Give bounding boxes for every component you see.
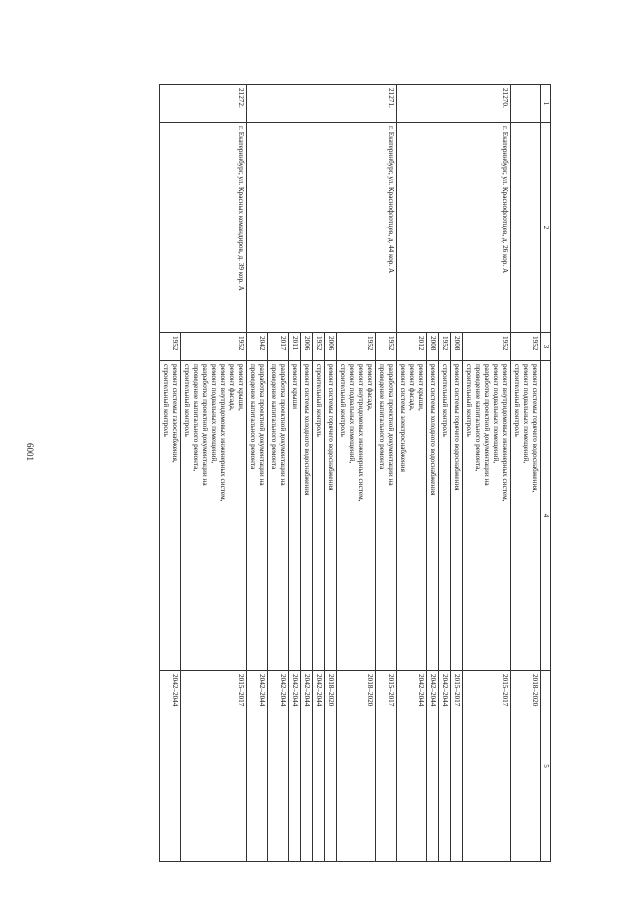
work-item: проведение капитального ремонта,	[474, 364, 482, 472]
year-cell: 1952	[181, 333, 247, 361]
work-item: ремонт крыши,	[237, 364, 245, 411]
row-number	[511, 85, 541, 123]
capital-repair-table	[159, 84, 551, 862]
page-number: 6001	[25, 443, 35, 461]
header-col-3: 3	[541, 333, 551, 361]
period-cell: 2018–2020	[511, 671, 541, 862]
period-cell: 2018–2020	[337, 671, 376, 862]
work-item: проведение капитального ремонта	[249, 364, 257, 470]
header-row	[541, 85, 551, 862]
works-cell	[463, 361, 511, 671]
year-cell: 1952	[439, 333, 451, 361]
work-item: ремонт подвальных помещений,	[522, 364, 530, 464]
period-cell: 2042–2044	[397, 671, 427, 862]
year-cell: 1952	[337, 333, 376, 361]
works-cell	[181, 361, 247, 671]
table-row	[463, 85, 511, 862]
work-item: ремонт системы горячего водоснабжения	[327, 364, 335, 491]
year-cell: 1952	[376, 333, 397, 361]
works-cell	[397, 361, 427, 671]
work-item: строительный контроль	[513, 364, 521, 437]
year-cell: 1952	[511, 333, 541, 361]
address-cell: г. Екатеринбург, ул. Красных командиров, д. 39 кор. А	[160, 123, 247, 333]
works-cell	[160, 361, 181, 671]
work-item: ремонт системы холодного водоснабжения	[303, 364, 311, 496]
year-cell: 1952	[313, 333, 325, 361]
works-cell	[325, 361, 337, 671]
works-cell	[313, 361, 325, 671]
period-cell: 2042–2044	[313, 671, 325, 862]
period-cell: 2015–2017	[181, 671, 247, 862]
work-item: ремонт подвальных помещений,	[492, 364, 500, 464]
works-cell	[511, 361, 541, 671]
works-cell	[301, 361, 313, 671]
header-col-4: 4	[541, 361, 551, 671]
work-item: ремонт внутридомовых инженерных систем,	[357, 364, 365, 502]
work-item: проведение капитального ремонта	[378, 364, 386, 470]
address-cell: г. Екатеринбург, ул. Краснофлотцев, д. 44 кор. А	[247, 123, 397, 333]
period-cell: 2042–2044	[427, 671, 439, 862]
works-cell	[439, 361, 451, 671]
work-item: ремонт системы холодного водоснабжения	[429, 364, 437, 496]
row-number: 21270.	[397, 85, 511, 123]
works-cell	[268, 361, 289, 671]
year-cell: 2017	[268, 333, 289, 361]
work-item: ремонт системы газоснабжения,	[171, 364, 179, 463]
row-number: 21272.	[160, 85, 247, 123]
work-item: ремонт внутридомовых инженерных систем,	[501, 364, 509, 502]
header-col-2: 2	[541, 123, 551, 333]
works-cell	[337, 361, 376, 671]
period-cell: 2042–2044	[268, 671, 289, 862]
work-item: строительный контроль	[315, 364, 323, 437]
header-col-5: 5	[541, 671, 551, 862]
work-item: разработка проектной документации на	[279, 364, 287, 486]
work-item: строительный контроль	[162, 364, 170, 437]
table-row	[511, 85, 541, 862]
work-item: ремонт системы электроснабжения	[399, 364, 407, 472]
year-cell: 2006	[301, 333, 313, 361]
work-item: ремонт фасада,	[408, 364, 416, 411]
work-item: строительный контроль	[465, 364, 473, 437]
work-item: разработка проектной документации на	[201, 364, 209, 486]
table-row	[376, 85, 397, 862]
work-item: ремонт крыши	[291, 364, 299, 410]
year-cell: 1952	[463, 333, 511, 361]
period-cell: 2042–2044	[160, 671, 181, 862]
work-item: разработка проектной документации на	[387, 364, 395, 486]
row-number: 21271.	[247, 85, 397, 123]
period-cell: 2015–2017	[376, 671, 397, 862]
table-row	[181, 85, 247, 862]
work-item: ремонт крыши,	[417, 364, 425, 411]
work-item: проведение капитального ремонта	[270, 364, 278, 470]
work-item: строительный контроль	[441, 364, 449, 437]
work-item: ремонт подвальных помещений,	[348, 364, 356, 464]
year-cell: 1952	[160, 333, 181, 361]
work-item: строительный контроль	[339, 364, 347, 437]
period-cell: 2042–2044	[289, 671, 301, 862]
work-item: строительный контроль	[183, 364, 191, 437]
year-cell: 2006	[325, 333, 337, 361]
work-item: ремонт внутридомовых инженерных систем,	[219, 364, 227, 502]
work-item: проведение капитального ремонта,	[192, 364, 200, 472]
works-cell	[247, 361, 268, 671]
work-item: ремонт системы горячего водоснабжения,	[531, 364, 539, 493]
period-cell: 2042–2044	[247, 671, 268, 862]
address-cell: г. Екатеринбург, ул. Краснофлотцев, д. 26 кор. А	[397, 123, 511, 333]
period-cell: 2042–2044	[439, 671, 451, 862]
works-cell	[427, 361, 439, 671]
year-cell: 2008	[427, 333, 439, 361]
year-cell: 2011	[289, 333, 301, 361]
period-cell: 2015–2017	[463, 671, 511, 862]
work-item: разработка проектной документации на	[258, 364, 266, 486]
work-item: ремонт системы горячего водоснабжения	[453, 364, 461, 491]
works-cell	[289, 361, 301, 671]
year-cell: 2008	[451, 333, 463, 361]
work-item: разработка проектной документации на	[483, 364, 491, 486]
period-cell: 2018–2020	[325, 671, 337, 862]
work-item: ремонт подвальных помещений,	[210, 364, 218, 464]
period-cell: 2042–2044	[301, 671, 313, 862]
header-col-1: 1	[541, 85, 551, 123]
work-item: ремонт фасада,	[366, 364, 374, 411]
year-cell: 2012	[397, 333, 427, 361]
address-cell	[511, 123, 541, 333]
period-cell: 2015–2017	[451, 671, 463, 862]
work-item: ремонт фасада,	[228, 364, 236, 411]
year-cell: 2042	[247, 333, 268, 361]
works-cell	[451, 361, 463, 671]
works-cell	[376, 361, 397, 671]
